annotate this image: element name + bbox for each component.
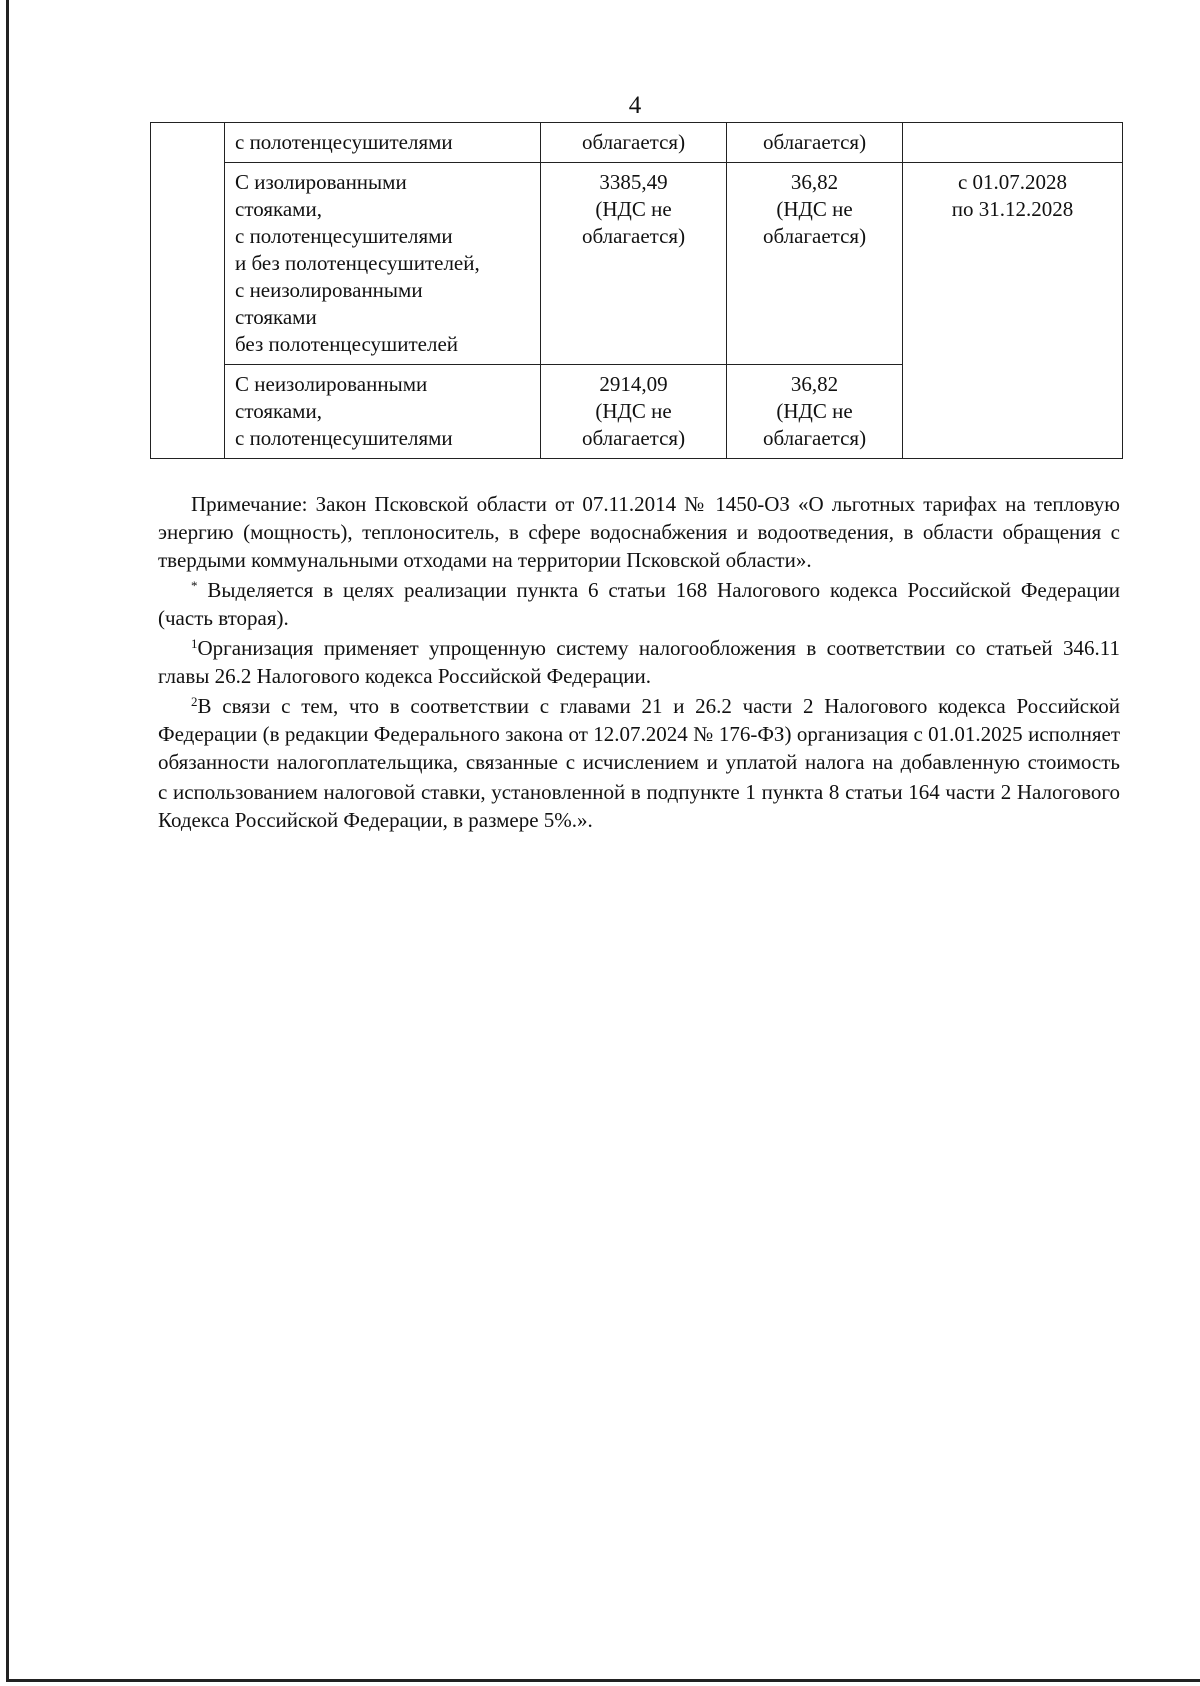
note-star xyxy=(158,576,1120,632)
price-value: 2914,09 xyxy=(599,372,668,396)
vat-note: (НДС не xyxy=(595,197,672,221)
page-number: 4 xyxy=(628,92,642,119)
empty-index-cell xyxy=(151,123,225,459)
period-start: с 01.07.2028 xyxy=(957,170,1068,194)
description-line: стояками xyxy=(235,305,317,329)
note-2-continuation: с использованием налоговой ставки, установленной в подпункте 1 пункта 8 статьи 164 части 2 Налогового Кодекса Российской Федерации, в размере 5%.». xyxy=(158,780,1120,832)
description-line: без полотенцесушителей xyxy=(235,332,459,356)
page-border-left xyxy=(6,0,9,1682)
vat-note: облагается) xyxy=(762,426,867,450)
tariff-table xyxy=(150,122,1123,459)
footnote-marker: 1 xyxy=(191,636,198,651)
description-cell xyxy=(225,163,541,365)
note-law-reference: Примечание: Закон Псковской области от 07.11.2014 № 1450-ОЗ «О льготных тарифах на тепловую энергию (мощность), теплоноситель, в сфере водоснабжения и водоотведения, в области обращения с твердыми коммунальными отходами на территории Псковской области». xyxy=(158,492,1120,572)
page-border-bottom xyxy=(6,1679,1200,1682)
note-2 xyxy=(158,692,1120,776)
description-line: с полотенцесушителями xyxy=(235,426,453,450)
price-cell: облагается) xyxy=(541,123,727,163)
price-cell xyxy=(727,163,903,365)
price-cell xyxy=(727,365,903,459)
footnote-marker: 2 xyxy=(191,694,198,709)
period-cell xyxy=(903,123,1123,163)
description-line: С неизолированными xyxy=(235,372,428,396)
description-line: стояками, xyxy=(235,399,322,423)
description-line: стояками, xyxy=(235,197,322,221)
description-line: и без полотенцесушителей, xyxy=(235,251,480,275)
price-cell xyxy=(541,365,727,459)
description-line: с полотенцесушителями xyxy=(235,224,453,248)
vat-note: облагается) xyxy=(581,426,686,450)
vat-note: облагается) xyxy=(762,224,867,248)
description-cell xyxy=(225,365,541,459)
vat-note: (НДС не xyxy=(776,399,853,423)
note-text: Выделяется в целях реализации пункта 6 статьи 168 Налогового кодекса Российской Федерации (часть вторая). xyxy=(158,578,1120,630)
notes-section xyxy=(158,490,1120,836)
footnote-marker: * xyxy=(191,578,198,593)
note-text: В связи с тем, что в соответствии с главами 21 и 26.2 части 2 Налогового кодекса Российской Федерации (в редакции Федерального закона от 12.07.2024 № 176-ФЗ) организация с 01.01.2025 исполняет обязанности налогоплательщика, связанные с исчислением и уплатой налога на добавленную стоимость xyxy=(158,694,1120,774)
description-line: С изолированными xyxy=(235,170,407,194)
table-row xyxy=(151,163,1123,365)
description-line: с неизолированными xyxy=(235,278,423,302)
period-end: по 31.12.2028 xyxy=(951,197,1074,221)
vat-note: (НДС не xyxy=(595,399,672,423)
price-value: 36,82 xyxy=(790,170,839,194)
price-cell xyxy=(541,163,727,365)
vat-note: облагается) xyxy=(581,224,686,248)
price-cell: облагается) xyxy=(727,123,903,163)
note-text: Организация применяет упрощенную систему налогообложения в соответствии со статьей 346.11 главы 26.2 Налогового кодекса Российской Федерации. xyxy=(158,636,1120,688)
vat-note: (НДС не xyxy=(776,197,853,221)
description-cell: с полотенцесушителями xyxy=(225,123,541,163)
price-value: 36,82 xyxy=(790,372,839,396)
note-1 xyxy=(158,634,1120,690)
table-row xyxy=(151,123,1123,163)
price-value: 3385,49 xyxy=(599,170,668,194)
period-cell xyxy=(903,163,1123,459)
